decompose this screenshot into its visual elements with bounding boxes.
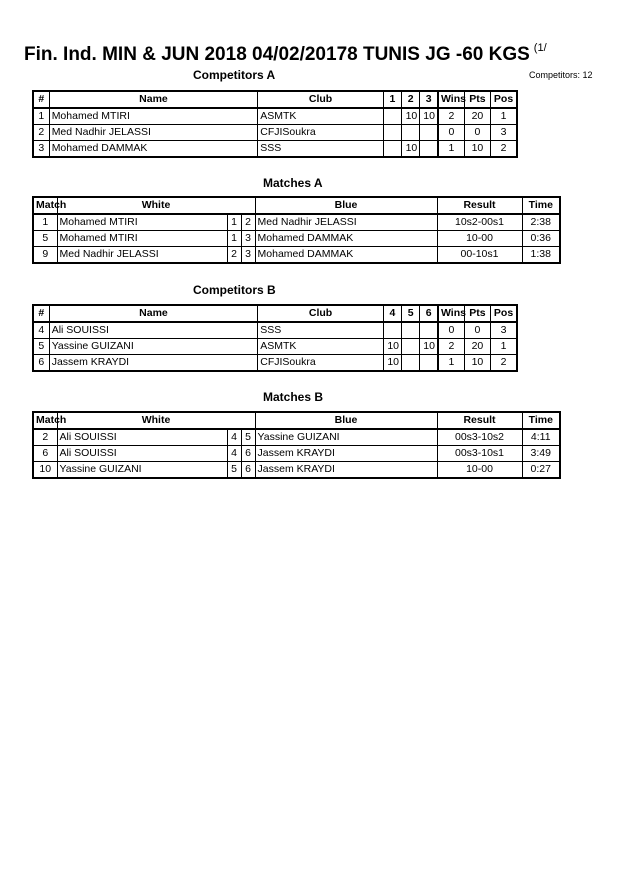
- table-cell: Med Nadhir JELASSI: [49, 125, 258, 141]
- table-cell: 10: [402, 108, 420, 125]
- table-cell: 1:38: [522, 247, 560, 264]
- table-cell: 10: [464, 141, 490, 158]
- matches-a-table: [32, 196, 561, 264]
- column-header: Time: [522, 197, 560, 214]
- table-row: [33, 462, 560, 479]
- table-row: [33, 429, 560, 446]
- table-cell: 0:27: [522, 462, 560, 479]
- column-header: Pos: [491, 91, 517, 108]
- competitors-count: Competitors: 12: [529, 70, 593, 80]
- column-header: 5: [402, 305, 420, 322]
- table-row: [33, 108, 517, 125]
- table-cell: Ali SOUISSI: [49, 322, 258, 339]
- table-cell: 10: [383, 339, 401, 355]
- table-cell: 10: [402, 141, 420, 158]
- table-cell: 4: [227, 446, 241, 462]
- table-cell: 3: [491, 322, 517, 339]
- table-cell: [383, 322, 401, 339]
- table-cell: Yassine GUIZANI: [49, 339, 258, 355]
- table-cell: [383, 125, 401, 141]
- header-row: [33, 197, 560, 214]
- column-header: Wins: [438, 91, 464, 108]
- column-header: #: [33, 305, 49, 322]
- table-cell: 1: [227, 231, 241, 247]
- table-cell: 0: [464, 322, 490, 339]
- table-cell: 10: [464, 355, 490, 372]
- table-cell: 6: [241, 462, 255, 479]
- table-cell: Mohamed DAMMAK: [49, 141, 258, 158]
- table-cell: Med Nadhir JELASSI: [255, 214, 437, 231]
- table-cell: 6: [33, 446, 57, 462]
- table-cell: 20: [464, 108, 490, 125]
- table-cell: [402, 125, 420, 141]
- table-cell: 00-10s1: [437, 247, 522, 264]
- table-cell: 00s3-10s1: [437, 446, 522, 462]
- table-cell: 5: [33, 339, 49, 355]
- table-cell: 0: [438, 322, 464, 339]
- table-cell: 3: [491, 125, 517, 141]
- page-title: [24, 44, 547, 66]
- table-cell: [420, 355, 438, 372]
- table-cell: 1: [438, 141, 464, 158]
- table-cell: 1: [33, 214, 57, 231]
- table-cell: 3: [33, 141, 49, 158]
- column-header: 6: [420, 305, 438, 322]
- competitors-b-body: [33, 305, 517, 371]
- table-cell: ASMTK: [258, 108, 384, 125]
- column-header: White: [57, 412, 255, 429]
- table-cell: Ali SOUISSI: [57, 429, 227, 446]
- table-cell: Mohamed DAMMAK: [255, 231, 437, 247]
- table-cell: [402, 322, 420, 339]
- table-cell: 2: [491, 141, 517, 158]
- column-header: Blue: [255, 197, 437, 214]
- table-cell: 10s2-00s1: [437, 214, 522, 231]
- table-cell: Med Nadhir JELASSI: [57, 247, 227, 264]
- table-cell: 10: [383, 355, 401, 372]
- column-header: Result: [437, 197, 522, 214]
- column-header: Wins: [438, 305, 464, 322]
- table-cell: 5: [241, 429, 255, 446]
- table-cell: 10-00: [437, 231, 522, 247]
- table-cell: 6: [33, 355, 49, 372]
- matches-a-body: [33, 197, 560, 263]
- table-cell: 3:49: [522, 446, 560, 462]
- table-cell: Ali SOUISSI: [57, 446, 227, 462]
- table-cell: Mohamed MTIRI: [57, 231, 227, 247]
- header-row: [33, 412, 560, 429]
- table-cell: [402, 355, 420, 372]
- table-cell: 9: [33, 247, 57, 264]
- table-cell: 0: [464, 125, 490, 141]
- table-cell: 2: [241, 214, 255, 231]
- table-cell: 1: [33, 108, 49, 125]
- column-header: Match: [33, 197, 57, 214]
- column-header: Time: [522, 412, 560, 429]
- header-row: [33, 91, 517, 108]
- table-cell: Mohamed MTIRI: [49, 108, 258, 125]
- page-indicator: (1/: [533, 42, 547, 54]
- table-cell: 1: [491, 339, 517, 355]
- table-row: [33, 355, 517, 372]
- table-cell: 6: [241, 446, 255, 462]
- table-row: [33, 141, 517, 158]
- table-cell: 3: [241, 231, 255, 247]
- table-cell: 10: [420, 108, 438, 125]
- table-cell: 1: [227, 214, 241, 231]
- table-cell: 3: [241, 247, 255, 264]
- table-cell: 10: [420, 339, 438, 355]
- matches-b-title: Matches B: [263, 390, 324, 404]
- matches-a-title: Matches A: [263, 176, 323, 190]
- column-header: 3: [420, 91, 438, 108]
- table-cell: ASMTK: [258, 339, 384, 355]
- column-header: #: [33, 91, 49, 108]
- column-header: 2: [402, 91, 420, 108]
- matches-b-table: [32, 411, 561, 479]
- table-cell: 1: [491, 108, 517, 125]
- table-cell: 20: [464, 339, 490, 355]
- table-row: [33, 339, 517, 355]
- column-header: Result: [437, 412, 522, 429]
- table-cell: 5: [227, 462, 241, 479]
- column-header: Pts: [464, 91, 490, 108]
- table-row: [33, 322, 517, 339]
- table-cell: 5: [33, 231, 57, 247]
- table-cell: 2: [33, 125, 49, 141]
- table-cell: CFJISoukra: [258, 125, 384, 141]
- table-row: [33, 125, 517, 141]
- table-cell: 0: [438, 125, 464, 141]
- table-cell: Yassine GUIZANI: [255, 429, 437, 446]
- table-cell: Jassem KRAYDI: [255, 446, 437, 462]
- table-cell: [420, 125, 438, 141]
- table-cell: Jassem KRAYDI: [255, 462, 437, 479]
- table-cell: 00s3-10s2: [437, 429, 522, 446]
- table-cell: Jassem KRAYDI: [49, 355, 258, 372]
- column-header: Match: [33, 412, 57, 429]
- table-cell: SSS: [258, 141, 384, 158]
- title-text: Fin. Ind. MIN & JUN 2018 04/02/20178 TUNIS JG -60 KGS: [24, 44, 530, 65]
- table-cell: Mohamed MTIRI: [57, 214, 227, 231]
- header-row: [33, 305, 517, 322]
- competitors-a-body: [33, 91, 517, 157]
- column-header: 4: [383, 305, 401, 322]
- table-cell: [420, 141, 438, 158]
- table-cell: [383, 141, 401, 158]
- table-cell: [383, 108, 401, 125]
- table-cell: 4: [33, 322, 49, 339]
- table-cell: 2: [438, 339, 464, 355]
- competitors-b-title: Competitors B: [193, 283, 276, 297]
- column-header: Pos: [491, 305, 517, 322]
- table-cell: 1: [438, 355, 464, 372]
- column-header: Blue: [255, 412, 437, 429]
- column-header: Pts: [464, 305, 490, 322]
- competitors-a-table: [32, 90, 518, 158]
- table-cell: 10: [33, 462, 57, 479]
- table-cell: 4: [227, 429, 241, 446]
- table-cell: 2: [227, 247, 241, 264]
- table-cell: 2:38: [522, 214, 560, 231]
- column-header: Club: [258, 305, 384, 322]
- table-cell: 2: [491, 355, 517, 372]
- table-cell: 2: [438, 108, 464, 125]
- column-header: White: [57, 197, 255, 214]
- matches-b-body: [33, 412, 560, 478]
- table-cell: CFJISoukra: [258, 355, 384, 372]
- table-cell: [420, 322, 438, 339]
- column-header: Name: [49, 91, 258, 108]
- table-row: [33, 214, 560, 231]
- table-cell: 10-00: [437, 462, 522, 479]
- table-cell: 4:11: [522, 429, 560, 446]
- table-row: [33, 247, 560, 264]
- column-header: Club: [258, 91, 384, 108]
- table-cell: 2: [33, 429, 57, 446]
- table-cell: 0:36: [522, 231, 560, 247]
- table-cell: SSS: [258, 322, 384, 339]
- table-cell: Mohamed DAMMAK: [255, 247, 437, 264]
- table-row: [33, 446, 560, 462]
- table-row: [33, 231, 560, 247]
- competitors-b-table: [32, 304, 518, 372]
- column-header: Name: [49, 305, 258, 322]
- column-header: 1: [383, 91, 401, 108]
- table-cell: [402, 339, 420, 355]
- table-cell: Yassine GUIZANI: [57, 462, 227, 479]
- competitors-a-title: Competitors A: [193, 68, 276, 82]
